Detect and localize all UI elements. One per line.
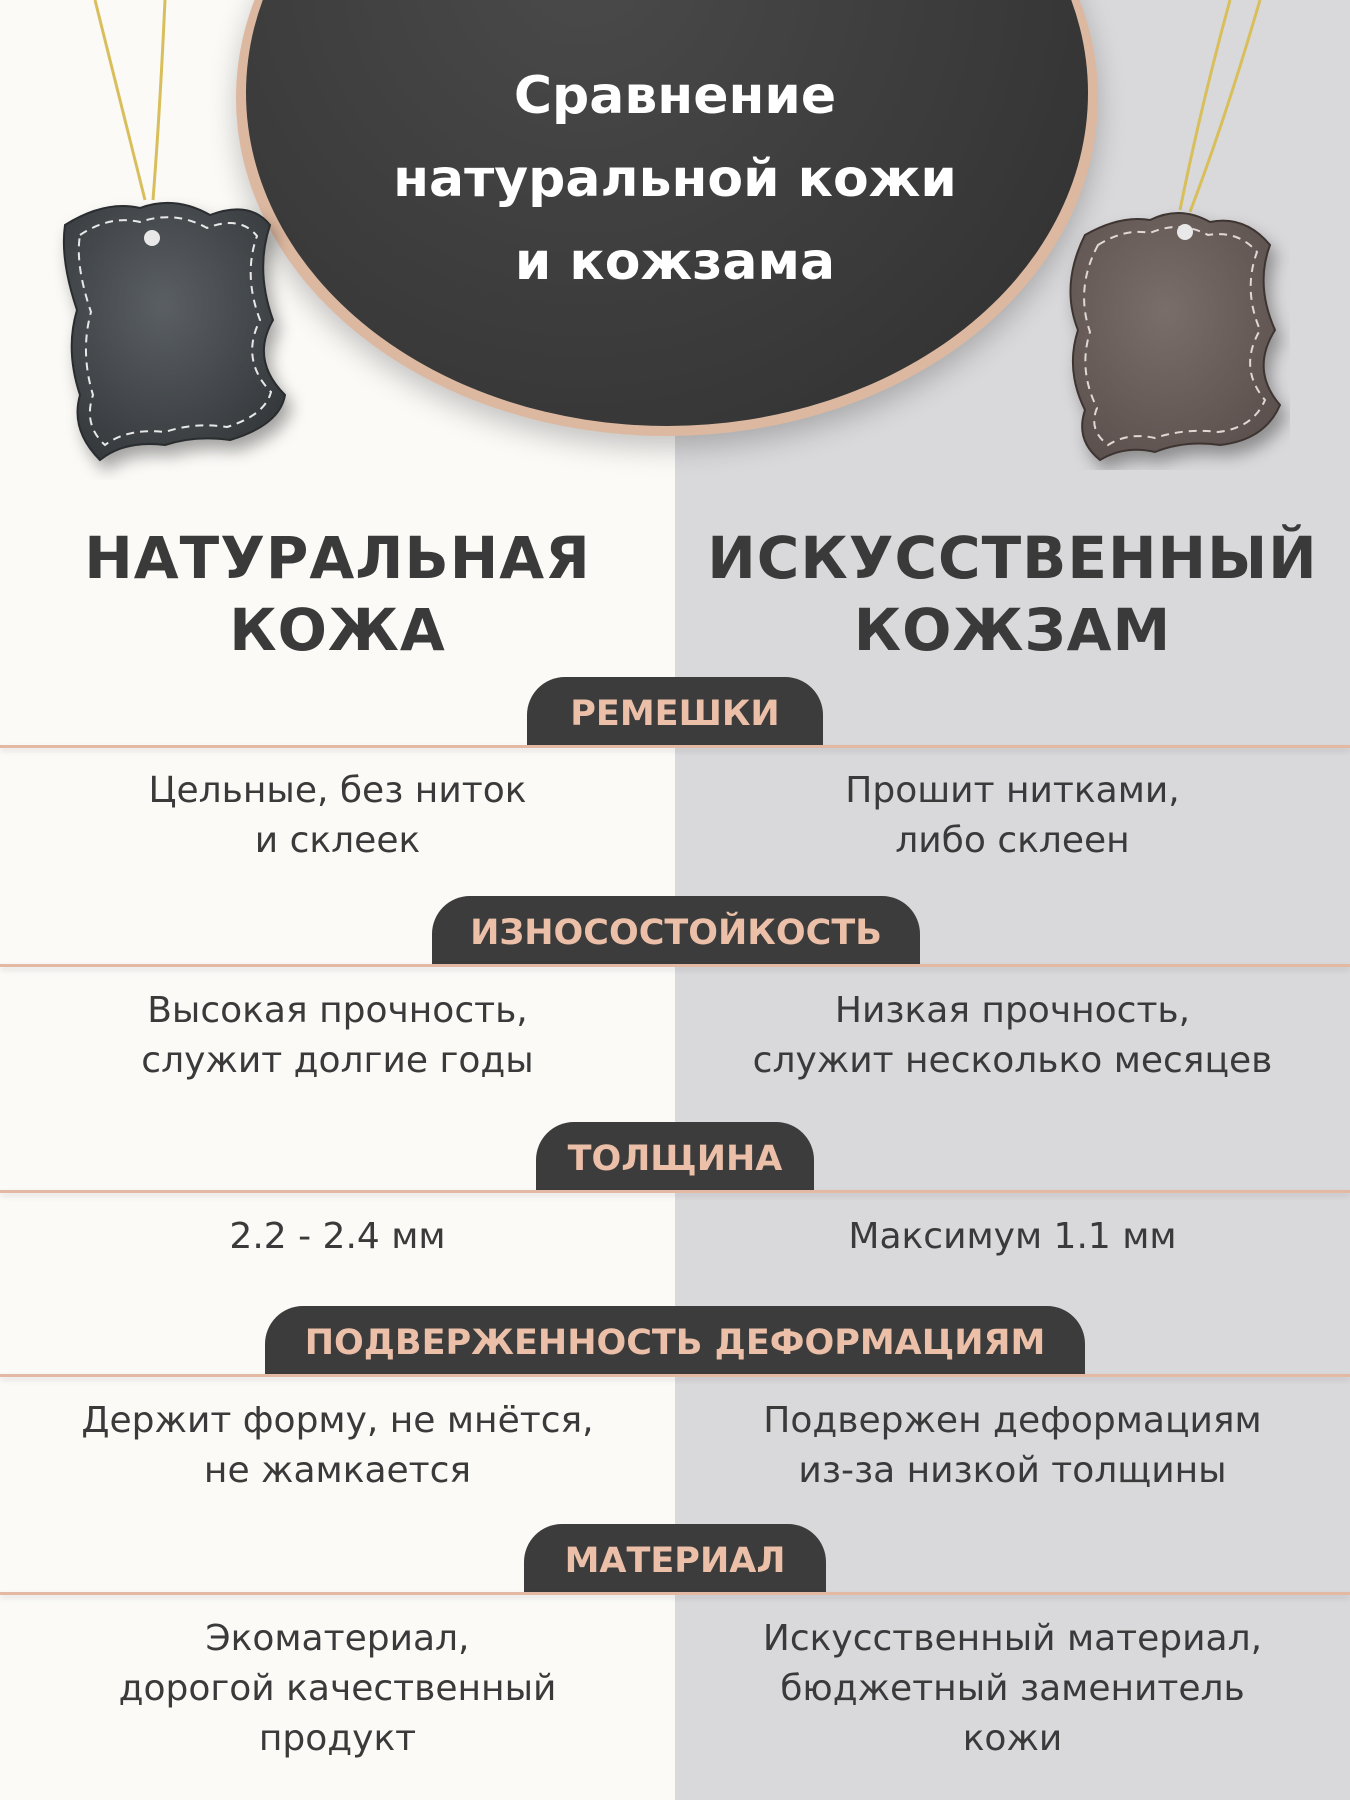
section-deformation-left-value xyxy=(0,1396,675,1496)
value-line: кожи xyxy=(962,1718,1063,1759)
column-heading-right-line-1: ИСКУССТВЕННЫЙ xyxy=(707,524,1318,592)
value-line: Экоматериал, xyxy=(205,1618,470,1659)
value-line: из-за низкой толщины xyxy=(798,1450,1227,1491)
section-material-left-value xyxy=(0,1614,675,1764)
title-line-1: Сравнение xyxy=(513,66,837,126)
value-line: Высокая прочность, xyxy=(147,990,528,1031)
value-line: Искусственный материал, xyxy=(762,1618,1263,1659)
value-line: Держит форму, не мнётся, xyxy=(81,1400,594,1441)
value-line: не жамкается xyxy=(203,1450,472,1491)
value-line: Подвержен деформациям xyxy=(763,1400,1262,1441)
section-durability-left-value xyxy=(0,986,675,1086)
value-line: дорогой качественный xyxy=(118,1668,557,1709)
value-line: Цельные, без ниток xyxy=(148,770,527,811)
section-label-durability: ИЗНОСОСТОЙКОСТЬ xyxy=(432,896,920,964)
section-label-thickness: ТОЛЩИНА xyxy=(536,1122,814,1190)
value-line: Максимум 1.1 мм xyxy=(848,1216,1177,1257)
section-divider xyxy=(0,1592,1350,1595)
section-thickness-right-value xyxy=(675,1212,1350,1262)
section-label-straps: РЕМЕШКИ xyxy=(527,677,823,745)
leather-sample-tag-icon xyxy=(35,0,305,480)
section-divider xyxy=(0,964,1350,967)
value-line: 2.2 - 2.4 мм xyxy=(229,1216,446,1257)
value-line: служит долгие годы xyxy=(141,1040,534,1081)
value-line: и склеек xyxy=(254,820,421,861)
section-divider xyxy=(0,745,1350,748)
title-line-2: натуральной кожи xyxy=(393,149,957,209)
column-heading-right-line-2: КОЖЗАМ xyxy=(853,596,1172,664)
section-material-right-value xyxy=(675,1614,1350,1764)
section-straps-right-value xyxy=(675,766,1350,866)
value-line: служит несколько месяцев xyxy=(752,1040,1273,1081)
column-heading-left-line-2: КОЖА xyxy=(229,596,446,664)
section-label-material: МАТЕРИАЛ xyxy=(524,1524,826,1592)
value-line: бюджетный заменитель xyxy=(780,1668,1245,1709)
column-heading-natural-leather xyxy=(0,522,675,666)
section-durability-right-value xyxy=(675,986,1350,1086)
section-straps-left-value xyxy=(0,766,675,866)
value-line: Низкая прочность, xyxy=(834,990,1191,1031)
column-heading-artificial-leatherette xyxy=(675,522,1350,666)
leatherette-sample-tag-icon xyxy=(1050,0,1290,470)
section-thickness-left-value xyxy=(0,1212,675,1262)
value-line: Прошит нитками, xyxy=(845,770,1180,811)
value-line: либо склеен xyxy=(895,820,1130,861)
page-title xyxy=(300,55,1050,304)
value-line: продукт xyxy=(258,1718,417,1759)
section-divider xyxy=(0,1190,1350,1193)
section-divider xyxy=(0,1374,1350,1377)
title-line-3: и кожзама xyxy=(514,232,836,292)
column-heading-left-line-1: НАТУРАЛЬНАЯ xyxy=(84,524,591,592)
section-deformation-right-value xyxy=(675,1396,1350,1496)
section-label-deformation: ПОДВЕРЖЕННОСТЬ ДЕФОРМАЦИЯМ xyxy=(265,1306,1085,1374)
